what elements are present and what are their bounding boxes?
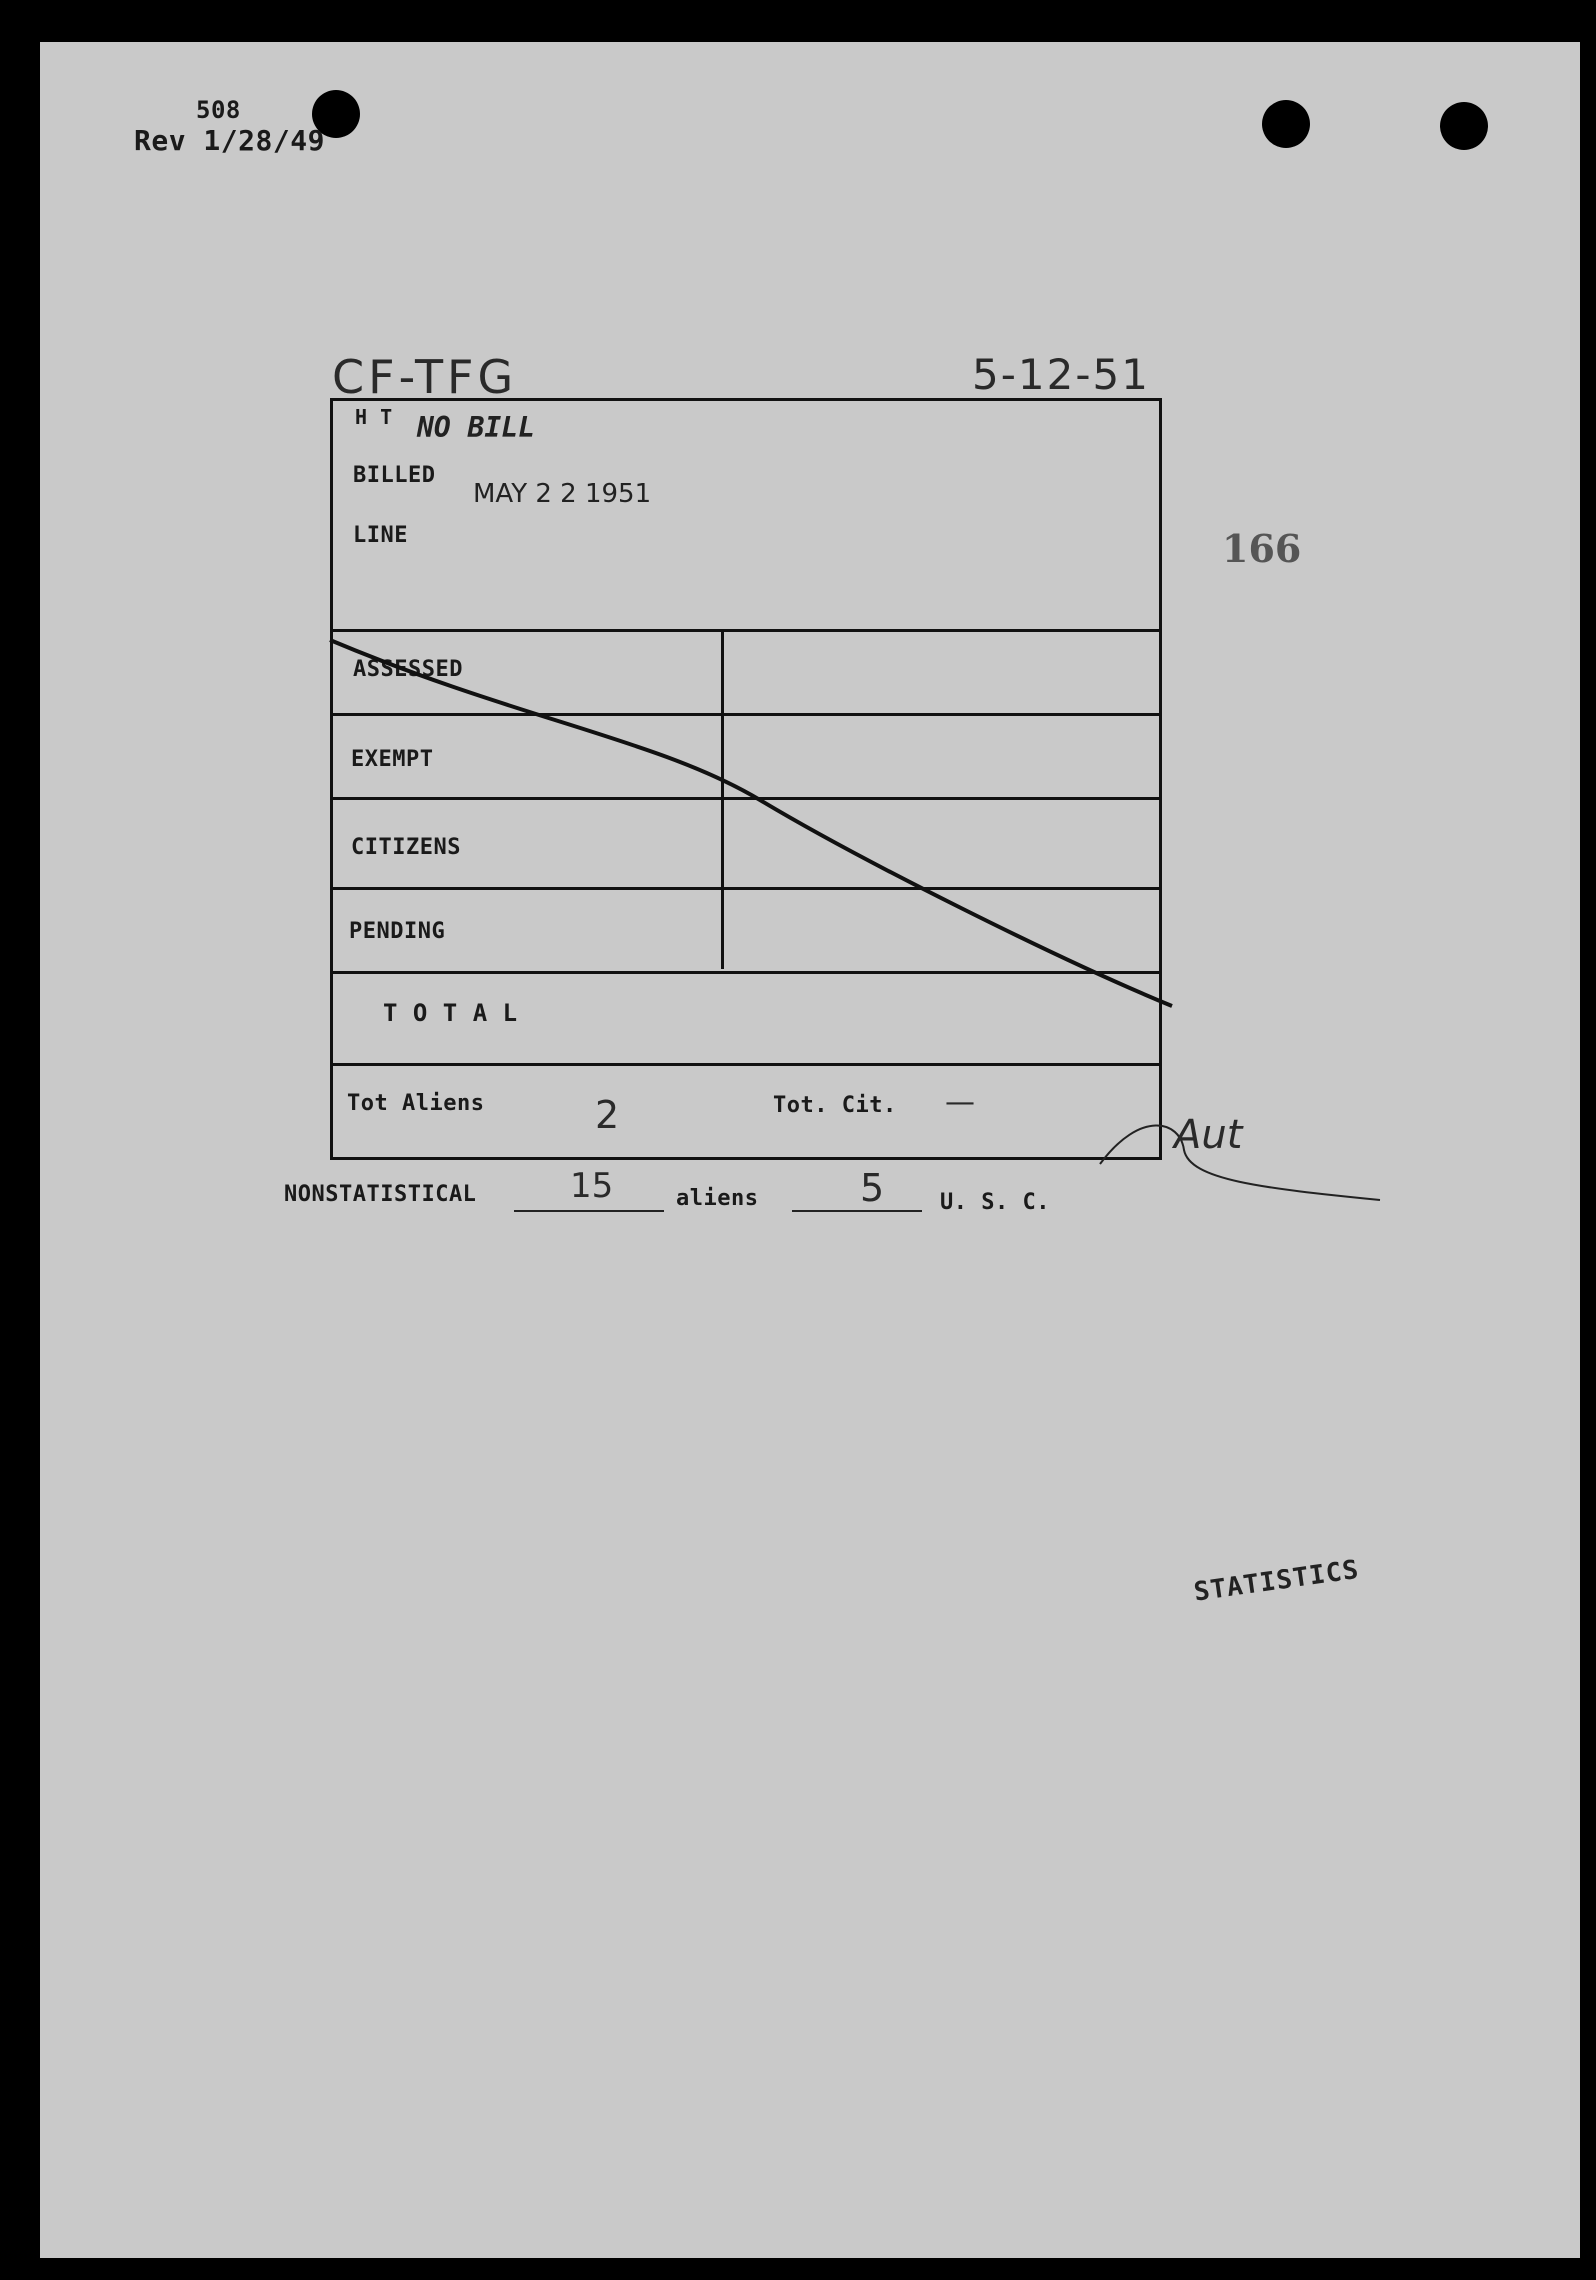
aliens-label: aliens xyxy=(676,1186,759,1211)
row-citizens: CITIZENS xyxy=(351,835,461,860)
row-assessed: ASSESSED xyxy=(353,657,463,682)
initials-signature: Aut xyxy=(1174,1112,1243,1158)
row-pending: PENDING xyxy=(349,919,446,944)
tot-aliens-label: Tot Aliens xyxy=(347,1091,485,1116)
ht-stamp: NO BILL xyxy=(417,411,536,444)
row-exempt: EXEMPT xyxy=(351,747,434,772)
tot-cit-label: Tot. Cit. xyxy=(773,1093,897,1118)
ht-label: H T xyxy=(355,405,393,429)
form-revision: Rev 1/28/49 xyxy=(134,124,325,157)
tot-cit-value: — xyxy=(945,1085,975,1120)
nonstatistical-label: NONSTATISTICAL xyxy=(284,1182,477,1207)
billed-stamp: MAY 2 2 1951 xyxy=(473,479,652,509)
billed-label: BILLED xyxy=(353,463,436,488)
page-number: 166 xyxy=(1222,526,1302,571)
total-label: T O T A L xyxy=(383,999,518,1027)
line-label: LINE xyxy=(353,523,408,548)
form-number: 508 xyxy=(196,96,241,124)
nonstatistical-aliens-value: 15 xyxy=(570,1166,614,1206)
handwritten-code: CF-TFG xyxy=(332,350,518,404)
handwritten-date: 5-12-51 xyxy=(972,350,1150,399)
usc-label: U. S. C. xyxy=(940,1190,1050,1215)
tot-aliens-value: 2 xyxy=(595,1093,620,1137)
statistics-stamp: STATISTICS xyxy=(1192,1554,1362,1608)
nonstatistical-usc-value: 5 xyxy=(860,1166,885,1210)
